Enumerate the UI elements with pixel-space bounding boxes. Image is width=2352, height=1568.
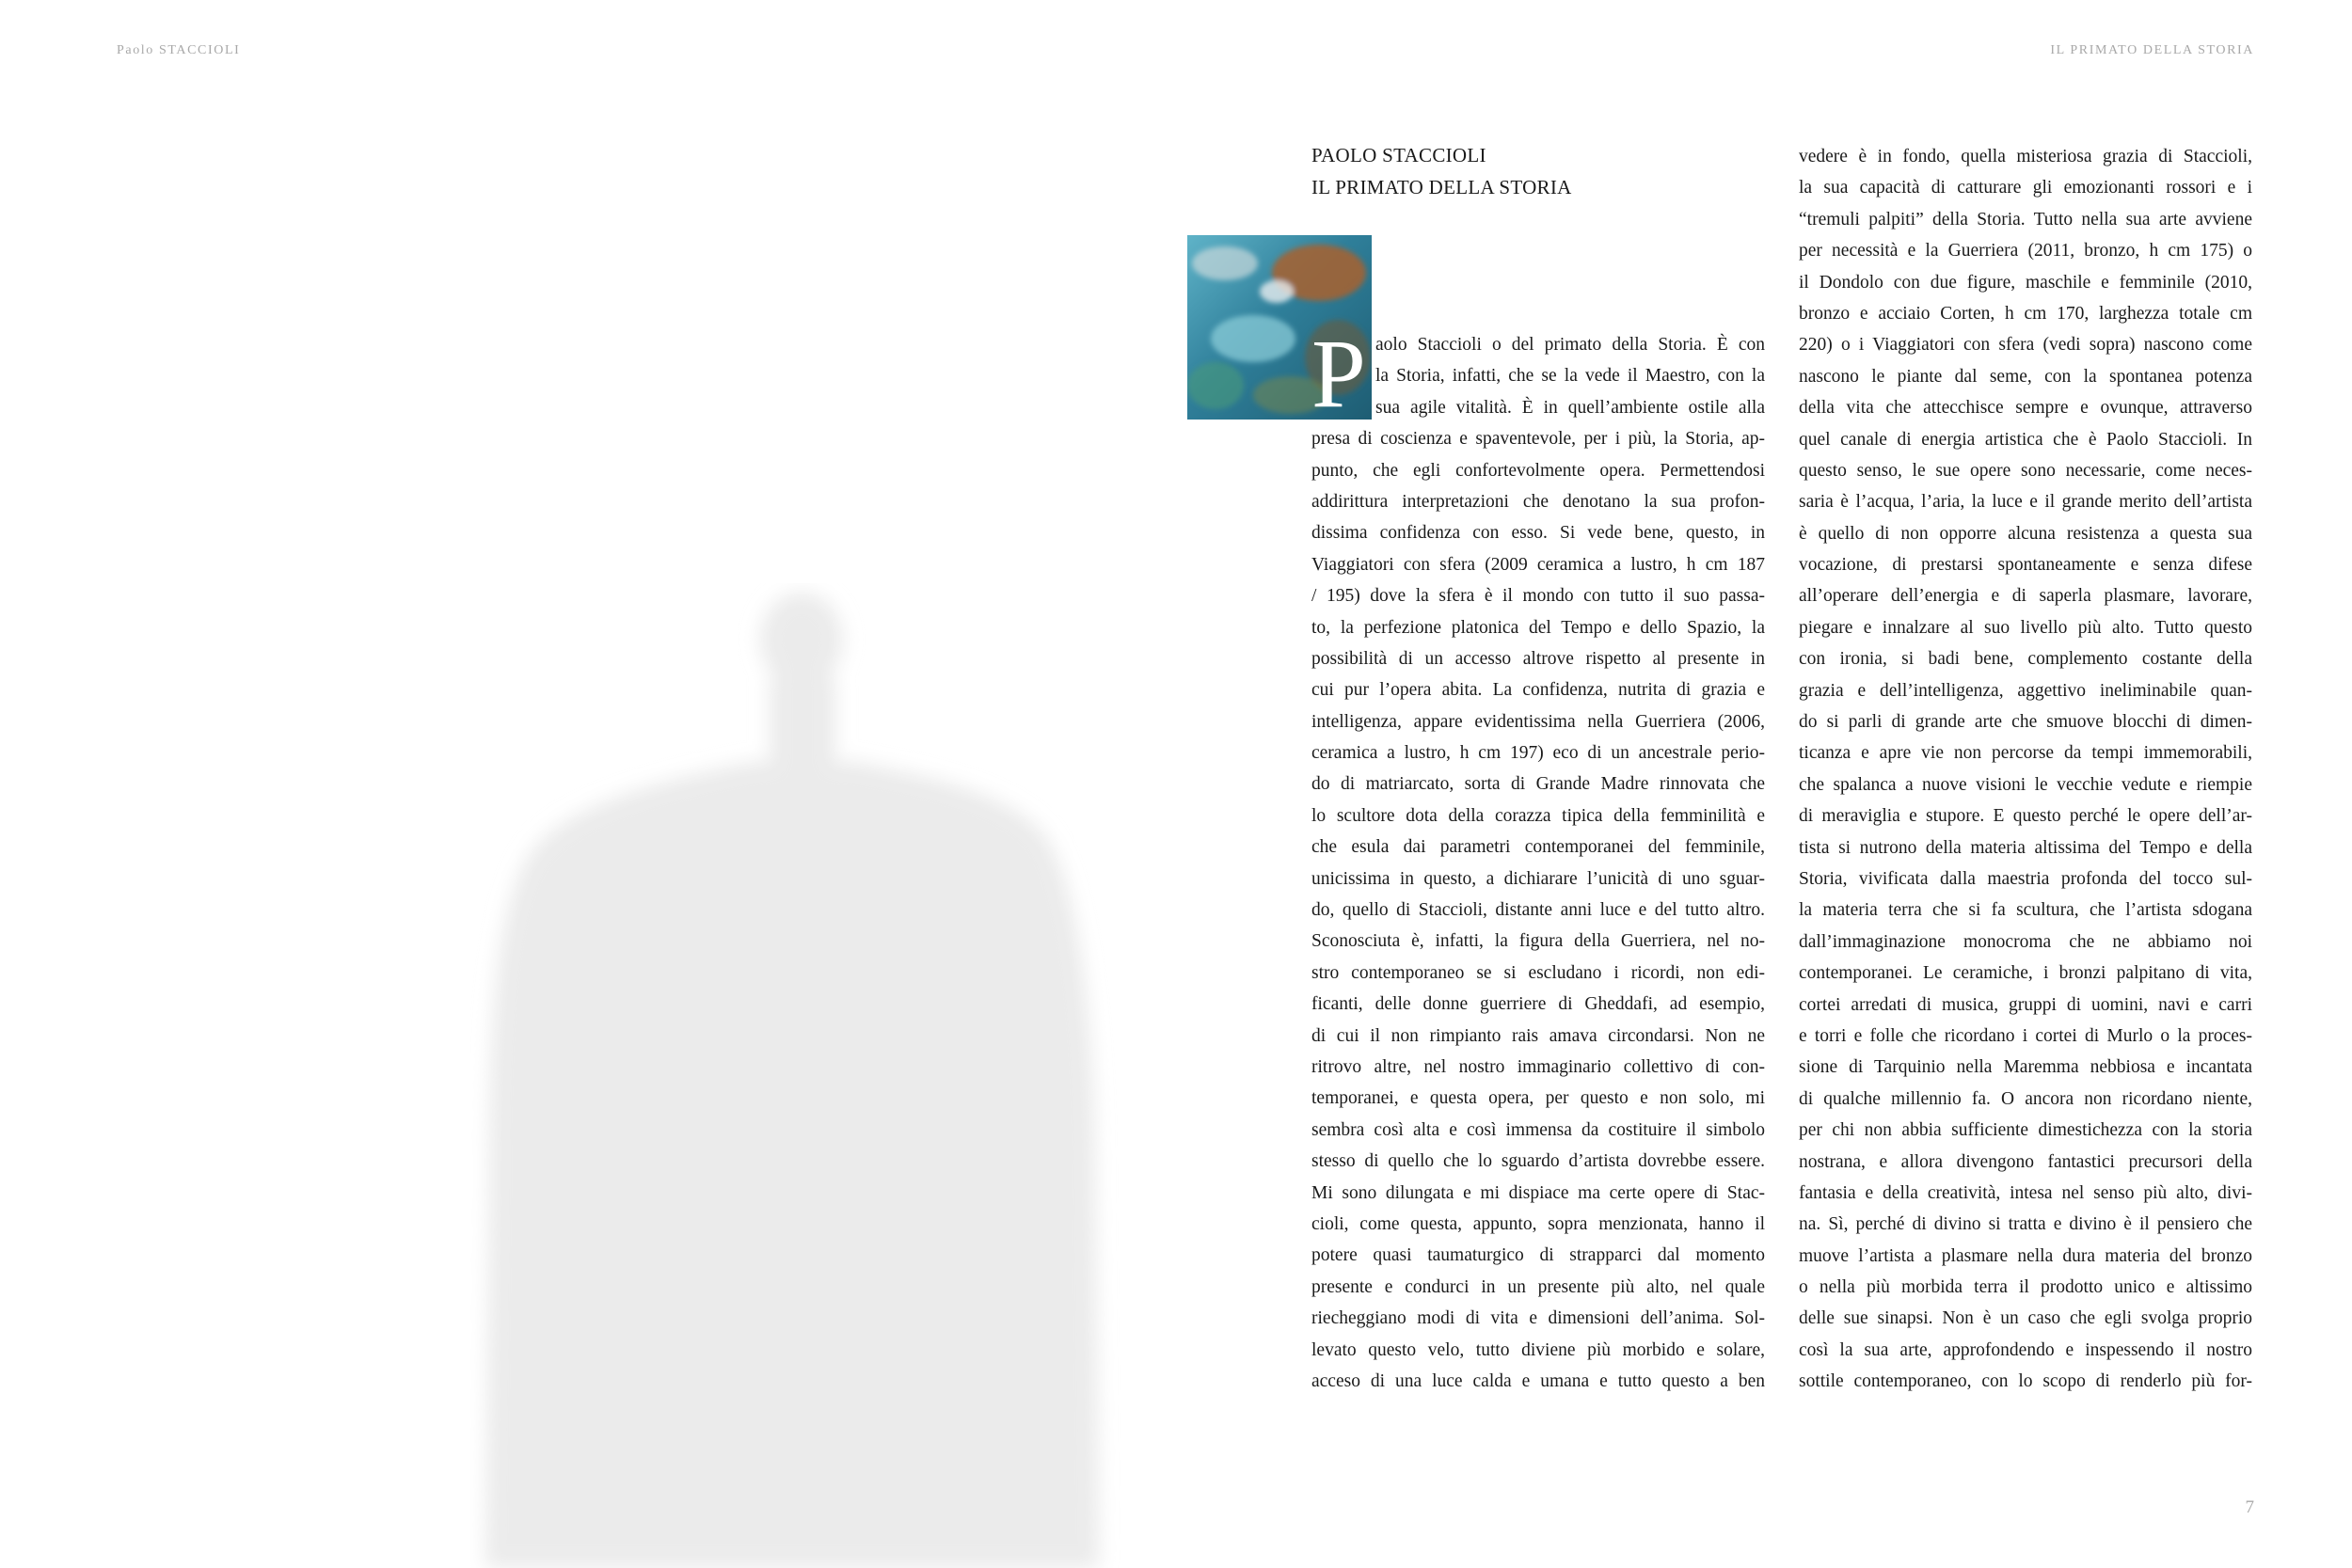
text-line: lo scultore dota della corazza tipica della femminilità e bbox=[1311, 805, 1765, 826]
text-line: stesso di quello che lo sguardo d’artista dovrebbe essere. bbox=[1311, 1151, 1765, 1172]
page-number: 7 bbox=[2245, 1497, 2254, 1517]
text-line: o nella più morbida terra il prodotto unico e altissimo bbox=[1799, 1277, 2252, 1298]
text-line: possibilità di un accesso altrove rispetto al presente in bbox=[1311, 648, 1765, 669]
text-line: sottile contemporaneo, con lo scopo di renderlo più for- bbox=[1799, 1371, 2252, 1392]
text-line: Storia, vivificata dalla maestria profonda del tocco sul- bbox=[1799, 868, 2252, 889]
text-line: vocazione, di prestarsi spontaneamente e senza difese bbox=[1799, 555, 2252, 576]
text-line: nostrana, e allora divengono fantastici precursori della bbox=[1799, 1151, 2252, 1172]
text-line: riecheggiano modi di vita e dimensioni dell’anima. Sol- bbox=[1311, 1308, 1765, 1329]
text-line: contemporanei. Le ceramiche, i bronzi palpitano di vita, bbox=[1799, 963, 2252, 984]
text-line: piegare e innalzare al suo livello più alto. Tutto questo bbox=[1799, 617, 2252, 638]
text-line: della vita che attecchisce sempre e ovunque, attraverso bbox=[1799, 398, 2252, 419]
text-line: muove l’artista a plasmare nella dura materia del bronzo bbox=[1799, 1245, 2252, 1266]
text-line: Mi sono dilungata e mi dispiace ma certe opere di Stac- bbox=[1311, 1182, 1765, 1203]
running-head-right: IL PRIMATO DELLA STORIA bbox=[2050, 43, 2254, 57]
text-line: la sua capacità di catturare gli emozionanti rossori e i bbox=[1799, 178, 2252, 198]
text-line: do di matriarcato, sorta di Grande Madre rinnovata che bbox=[1311, 774, 1765, 795]
text-line: 220) o i Viaggiatori con sfera (vedi sopra) nascono come bbox=[1799, 335, 2252, 356]
text-line: dall’immaginazione monocroma che ne abbiamo noi bbox=[1799, 931, 2252, 952]
text-line: di cui il non rimpianto rais amava circondarsi. Non ne bbox=[1311, 1025, 1765, 1046]
text-line: cioli, come questa, appunto, sopra menzionata, hanno il bbox=[1311, 1213, 1765, 1234]
text-line: temporanei, e questa opera, per questo e non solo, mi bbox=[1311, 1088, 1765, 1109]
text-line: saria è l’acqua, l’aria, la luce e il grande merito dell’artista bbox=[1799, 492, 2252, 513]
text-line: ficanti, delle donne guerriere di Gheddafi, ad esempio, bbox=[1311, 994, 1765, 1015]
text-line: levato questo velo, tutto diviene più morbido e solare, bbox=[1311, 1339, 1765, 1360]
text-line: ticanza e apre vie non percorse da tempi immemorabili, bbox=[1799, 743, 2252, 764]
text-line: cui pur l’opera abita. La confidenza, nutrita di grazia e bbox=[1311, 680, 1765, 701]
text-line: dissima confidenza con esso. Si vede bene, questo, in bbox=[1311, 523, 1765, 544]
text-line: di qualche millennio fa. O ancora non ricordano niente, bbox=[1799, 1088, 2252, 1109]
sculpture-silhouette-image bbox=[470, 583, 1129, 1568]
text-line: aolo Staccioli o del primato della Storia. È con bbox=[1375, 335, 1765, 355]
text-line: la Storia, infatti, che se la vede il Maestro, con la bbox=[1375, 366, 1765, 387]
text-line: sua agile vitalità. È in quell’ambiente ostile alla bbox=[1375, 397, 1765, 418]
text-line: cortei arredati di musica, gruppi di uomini, navi e carri bbox=[1799, 994, 2252, 1015]
text-line: Viaggiatori con sfera (2009 ceramica a lustro, h cm 187 bbox=[1311, 554, 1765, 575]
text-line: questo senso, le sue opere sono necessarie, come neces- bbox=[1799, 460, 2252, 481]
text-line: ritrovo altre, nel nostro immaginario collettivo di con- bbox=[1311, 1056, 1765, 1077]
text-line: che esula dai parametri contemporanei del femminile, bbox=[1311, 837, 1765, 858]
text-line: sione di Tarquinio nella Maremma nebbiosa e incantata bbox=[1799, 1057, 2252, 1078]
title-line-1: PAOLO STACCIOLI bbox=[1311, 144, 1486, 166]
text-line: Sconosciuta è, infatti, la figura della Guerriera, nel no- bbox=[1311, 931, 1765, 952]
running-head-left: Paolo STACCIOLI bbox=[117, 43, 241, 57]
text-line: fantasia e della creatività, intesa nel senso più alto, divi- bbox=[1799, 1182, 2252, 1203]
text-line: grazia e dell’intelligenza, aggettivo ineliminabile quan- bbox=[1799, 680, 2252, 701]
text-line: punto, che egli confortevolmente opera. Permettendosi bbox=[1311, 460, 1765, 481]
text-line: delle sue sinapsi. Non è un caso che egli svolga proprio bbox=[1799, 1308, 2252, 1329]
text-line: all’operare dell’energia e di saperla plasmare, lavorare, bbox=[1799, 586, 2252, 607]
article-title bbox=[1311, 139, 1572, 203]
text-line: così la sua arte, approfondendo e inspessendo il nostro bbox=[1799, 1339, 2252, 1360]
text-line: na. Sì, perché di divino si tratta e divino è il pensiero che bbox=[1799, 1214, 2252, 1235]
text-line: e torri e folle che ricordano i cortei di Murlo o la proces- bbox=[1799, 1025, 2252, 1046]
title-line-2: IL PRIMATO DELLA STORIA bbox=[1311, 176, 1572, 198]
text-line: unicissima in questo, a dichiarare l’unicità di uno sguar- bbox=[1311, 868, 1765, 889]
drop-cap-letter: P bbox=[1311, 320, 1366, 428]
text-line: la materia terra che si fa scultura, che l’artista sdogana bbox=[1799, 900, 2252, 921]
text-line: to, la perfezione platonica del Tempo e dello Spazio, la bbox=[1311, 617, 1765, 638]
text-line: ceramica a lustro, h cm 197) eco di un ancestrale perio- bbox=[1311, 743, 1765, 764]
text-line: il Dondolo con due figure, maschile e femminile (2010, bbox=[1799, 272, 2252, 293]
text-line: do, quello di Staccioli, distante anni luce e del tutto altro. bbox=[1311, 900, 1765, 921]
text-line: do si parli di grande arte che smuove blocchi di dimen- bbox=[1799, 712, 2252, 733]
text-line: presa di coscienza e spaventevole, per i più, la Storia, ap- bbox=[1311, 429, 1765, 450]
text-line: di meraviglia e stupore. E questo perché le opere dell’ar- bbox=[1799, 806, 2252, 827]
text-line: quel canale di energia artistica che è Paolo Staccioli. In bbox=[1799, 429, 2252, 450]
text-line: è quello di non opporre alcuna resistenza a questa sua bbox=[1799, 523, 2252, 544]
text-line: addirittura interpretazioni che denotano la sua profon- bbox=[1311, 491, 1765, 512]
text-line: nascono le piante dal seme, con la spontanea potenza bbox=[1799, 366, 2252, 387]
text-line: tista si nutrono della materia altissima del Tempo e della bbox=[1799, 837, 2252, 858]
text-line: / 195) dove la sfera è il mondo con tutto il suo passa- bbox=[1311, 586, 1765, 607]
text-line: che spalanca a nuove visioni le vecchie vedute e riempie bbox=[1799, 774, 2252, 795]
text-line: per necessità e la Guerriera (2011, bronzo, h cm 175) o bbox=[1799, 241, 2252, 261]
text-line: vedere è in fondo, quella misteriosa grazia di Staccioli, bbox=[1799, 147, 2252, 166]
text-line: bronzo e acciaio Corten, h cm 170, larghezza totale cm bbox=[1799, 303, 2252, 324]
text-line: per chi non abbia sufficiente dimestichezza con la storia bbox=[1799, 1120, 2252, 1141]
text-line: presente e condurci in un presente più alto, nel quale bbox=[1311, 1276, 1765, 1297]
text-line: “tremuli palpiti” della Storia. Tutto nella sua arte avviene bbox=[1799, 209, 2252, 230]
text-line: con ironia, si badi bene, complemento costante della bbox=[1799, 649, 2252, 670]
text-line: sembra così alta e così immensa da costituire il simbolo bbox=[1311, 1119, 1765, 1140]
text-line: intelligenza, appare evidentissima nella Guerriera (2006, bbox=[1311, 711, 1765, 732]
right-text-column bbox=[1799, 141, 2252, 1398]
text-line: stro contemporaneo se si escludano i ricordi, non edi- bbox=[1311, 962, 1765, 983]
text-line: acceso di una luce calda e umana e tutto questo a ben bbox=[1311, 1370, 1765, 1391]
left-text-column bbox=[1311, 320, 1765, 1397]
text-line: potere quasi taumaturgico di strapparci dal momento bbox=[1311, 1245, 1765, 1266]
